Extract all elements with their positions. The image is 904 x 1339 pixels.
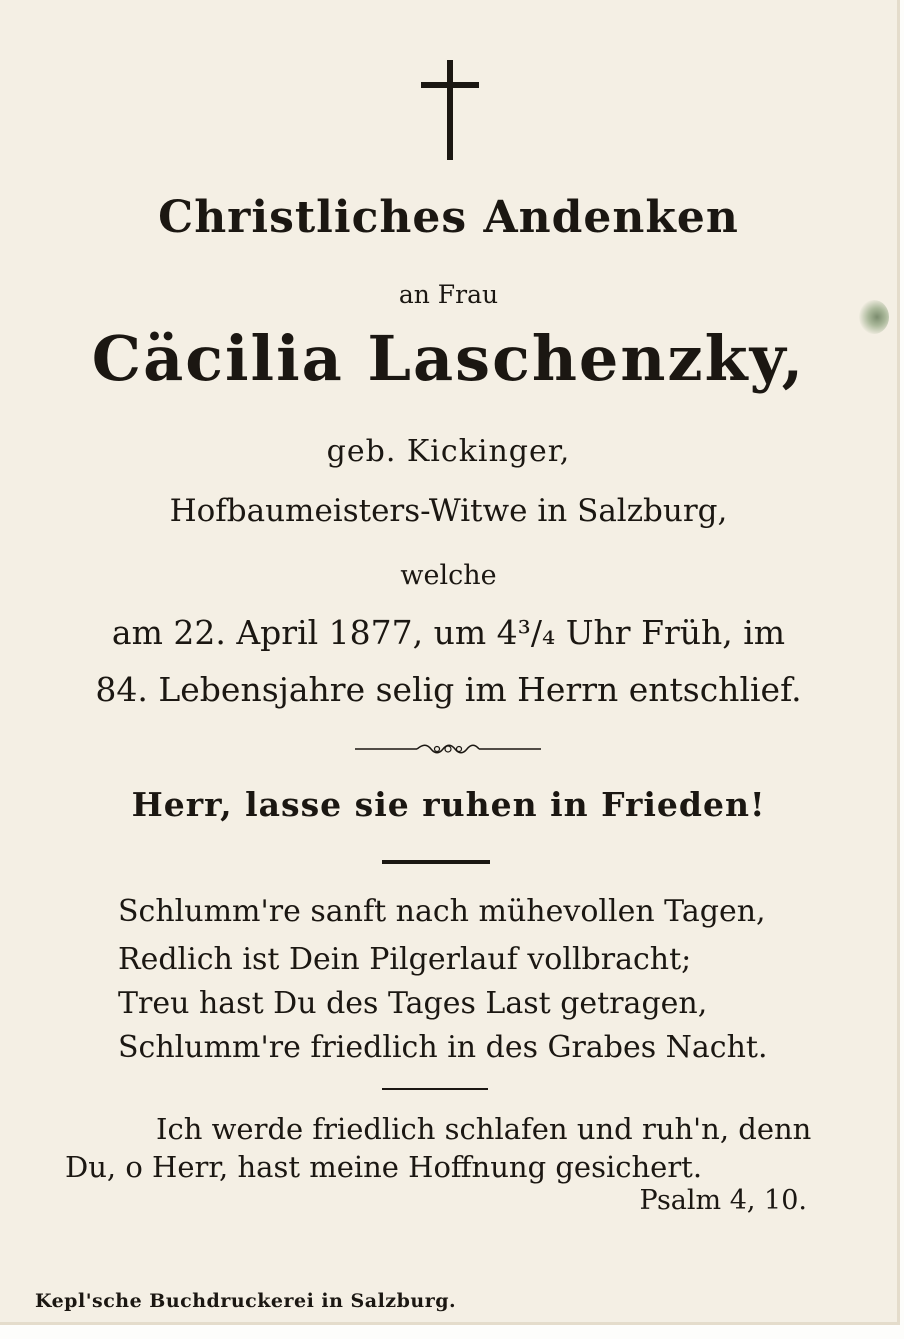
- cross-icon: [421, 60, 479, 160]
- printer-imprint: Kepl'sche Buchdruckerei in Salzburg.: [35, 1290, 457, 1312]
- psalm-quote-line: Ich werde friedlich schlafen und ruh'n, denn: [156, 1112, 812, 1146]
- psalm-reference: Psalm 4, 10.: [639, 1185, 807, 1216]
- welche-line: welche: [400, 560, 497, 591]
- deceased-name: Cäcilia Laschenzky,: [91, 322, 806, 395]
- cross-vertical-bar: [447, 60, 453, 160]
- dedication-line: an Frau: [398, 280, 499, 309]
- ornament-divider-icon: [355, 743, 541, 755]
- divider-rule: [382, 1088, 488, 1090]
- prayer-line: Herr, lasse sie ruhen in Frieden!: [131, 785, 766, 824]
- verse-line: Schlumm're sanft nach mühevollen Tagen,: [118, 894, 766, 929]
- cross-horizontal-bar: [421, 82, 479, 88]
- maiden-name: geb. Kickinger,: [326, 434, 571, 469]
- death-age-line: 84. Lebensjahre selig im Herrn entschlief.: [95, 670, 802, 709]
- death-date-line: am 22. April 1877, um 4³/₄ Uhr Früh, im: [111, 613, 786, 652]
- profession-line: Hofbaumeisters-Witwe in Salzburg,: [169, 493, 728, 529]
- verse-line: Treu hast Du des Tages Last getragen,: [118, 986, 708, 1021]
- card-title: Christliches Andenken: [158, 192, 739, 243]
- psalm-quote-line: Du, o Herr, hast meine Hoffnung gesichert.: [65, 1150, 703, 1184]
- divider-rule: [382, 860, 490, 864]
- verse-line: Redlich ist Dein Pilgerlauf vollbracht;: [118, 942, 692, 977]
- verse-line: Schlumm're friedlich in des Grabes Nacht.: [118, 1030, 768, 1065]
